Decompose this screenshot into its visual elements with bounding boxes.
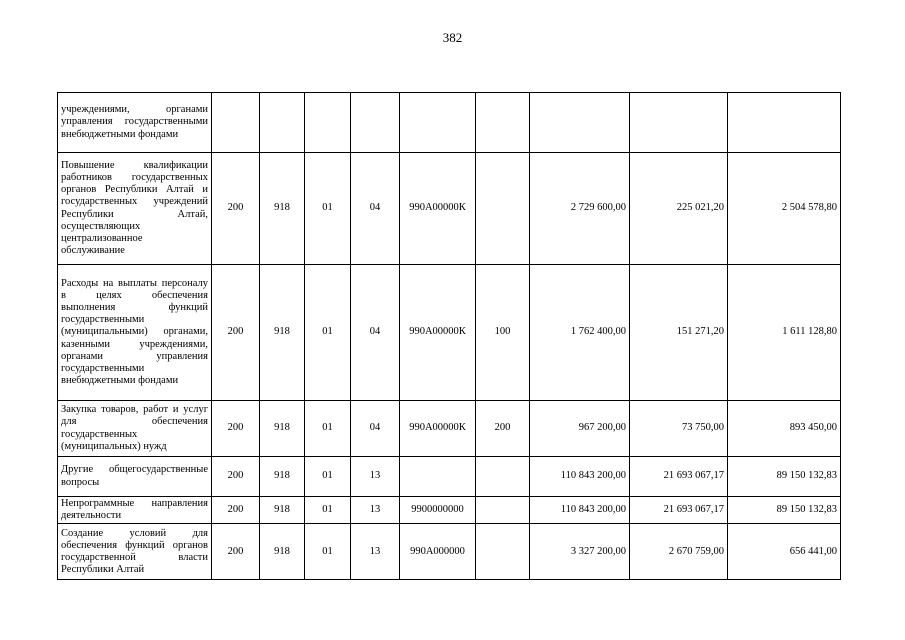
- code-ministry: 918: [260, 153, 305, 265]
- table-row: [58, 401, 841, 457]
- table-row: [58, 153, 841, 265]
- code-admin: 200: [212, 497, 260, 524]
- value-planned: 1 762 400,00: [530, 265, 630, 401]
- value-remaining: 656 441,00: [728, 524, 841, 580]
- code-subsection: [351, 93, 400, 153]
- code-section: 01: [305, 401, 351, 457]
- code-subsection: 04: [351, 153, 400, 265]
- budget-table: [57, 92, 841, 580]
- value-executed: [630, 93, 728, 153]
- code-expense-type: [476, 457, 530, 497]
- code-target: [400, 457, 476, 497]
- code-subsection: 04: [351, 401, 400, 457]
- code-target: 990А000000: [400, 524, 476, 580]
- code-ministry: 918: [260, 524, 305, 580]
- value-remaining: 2 504 578,80: [728, 153, 841, 265]
- value-planned: 967 200,00: [530, 401, 630, 457]
- code-target: 9900000000: [400, 497, 476, 524]
- code-ministry: 918: [260, 401, 305, 457]
- code-ministry: 918: [260, 457, 305, 497]
- row-description: Расходы на выплаты персоналу в целях обеспечения выполнения функций государственными (муниципальными) органами, казенными учреждениями, органами управления государственными внебюджетными фондами: [58, 265, 212, 401]
- code-target: 990А00000К: [400, 153, 476, 265]
- row-description: Закупка товаров, работ и услуг для обеспечения государственных (муниципальных) нужд: [58, 401, 212, 457]
- row-description: Повышение квалификации работников государственных органов Республики Алтай и государственных учреждений Республики Алтай, осуществляющих централизованное обслуживание: [58, 153, 212, 265]
- code-admin: 200: [212, 524, 260, 580]
- code-subsection: 04: [351, 265, 400, 401]
- code-target: [400, 93, 476, 153]
- code-expense-type: [476, 524, 530, 580]
- code-subsection: 13: [351, 497, 400, 524]
- code-admin: 200: [212, 153, 260, 265]
- code-section: 01: [305, 153, 351, 265]
- table-row: [58, 524, 841, 580]
- code-section: [305, 93, 351, 153]
- code-section: 01: [305, 524, 351, 580]
- value-executed: 73 750,00: [630, 401, 728, 457]
- row-description: Другие общегосударственные вопросы: [58, 457, 212, 497]
- code-section: 01: [305, 457, 351, 497]
- code-ministry: [260, 93, 305, 153]
- code-admin: 200: [212, 401, 260, 457]
- code-expense-type: [476, 497, 530, 524]
- code-expense-type: [476, 93, 530, 153]
- code-admin: [212, 93, 260, 153]
- value-remaining: 89 150 132,83: [728, 497, 841, 524]
- code-target: 990А00000К: [400, 265, 476, 401]
- page-number: 382: [442, 30, 463, 45]
- value-executed: 225 021,20: [630, 153, 728, 265]
- row-description: учреждениями, органами управления государственными внебюджетными фондами: [58, 93, 212, 153]
- code-target: 990А00000К: [400, 401, 476, 457]
- value-executed: 151 271,20: [630, 265, 728, 401]
- value-planned: 110 843 200,00: [530, 457, 630, 497]
- value-executed: 21 693 067,17: [630, 497, 728, 524]
- table-row: [58, 265, 841, 401]
- value-planned: 2 729 600,00: [530, 153, 630, 265]
- value-planned: 110 843 200,00: [530, 497, 630, 524]
- table-row: [58, 497, 841, 524]
- code-section: 01: [305, 265, 351, 401]
- code-admin: 200: [212, 265, 260, 401]
- code-section: 01: [305, 497, 351, 524]
- code-expense-type: [476, 153, 530, 265]
- table-row: [58, 93, 841, 153]
- code-subsection: 13: [351, 524, 400, 580]
- value-remaining: [728, 93, 841, 153]
- value-remaining: 893 450,00: [728, 401, 841, 457]
- code-ministry: 918: [260, 497, 305, 524]
- code-expense-type: 200: [476, 401, 530, 457]
- code-ministry: 918: [260, 265, 305, 401]
- code-admin: 200: [212, 457, 260, 497]
- value-executed: 21 693 067,17: [630, 457, 728, 497]
- value-planned: 3 327 200,00: [530, 524, 630, 580]
- table-row: [58, 457, 841, 497]
- value-remaining: 89 150 132,83: [728, 457, 841, 497]
- row-description: Непрограммные направления деятельности: [58, 497, 212, 524]
- value-planned: [530, 93, 630, 153]
- row-description: Создание условий для обеспечения функций органов государственной власти Республики Алтай: [58, 524, 212, 580]
- code-expense-type: 100: [476, 265, 530, 401]
- value-executed: 2 670 759,00: [630, 524, 728, 580]
- code-subsection: 13: [351, 457, 400, 497]
- value-remaining: 1 611 128,80: [728, 265, 841, 401]
